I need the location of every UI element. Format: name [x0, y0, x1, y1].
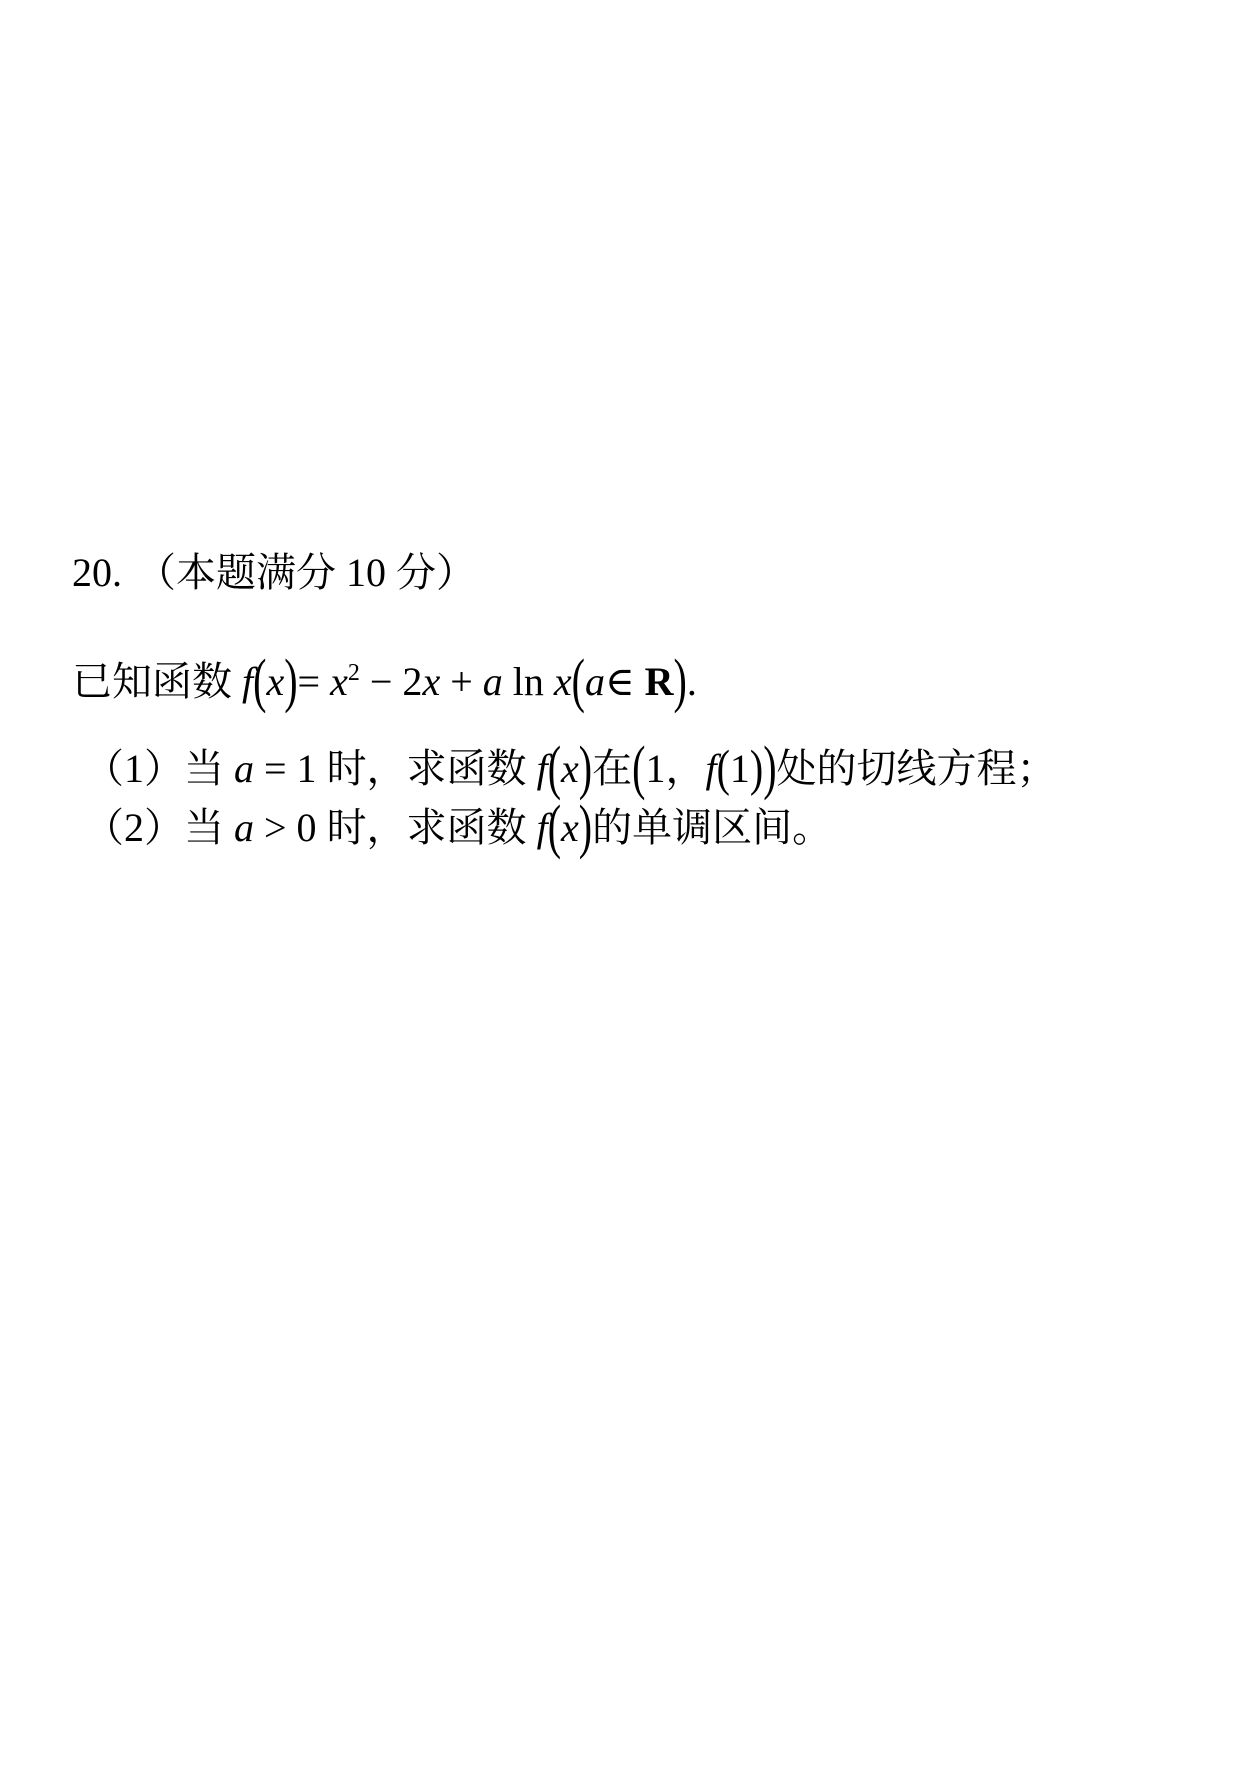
sub-question-1 [84, 733, 1057, 801]
paren-close-icon: ) [749, 739, 764, 797]
set-R-symbol: R [644, 658, 674, 704]
paren-close-icon: ) [673, 646, 687, 714]
exponent-2: 2 [347, 660, 360, 686]
paren-open-icon: ( [547, 733, 562, 801]
var-x: x [561, 805, 579, 850]
paren-close-icon: ) [578, 792, 593, 860]
var-f: f [242, 658, 254, 704]
minus-term: − 2 [359, 658, 423, 704]
paren-close-icon: ) [763, 733, 777, 801]
var-x: x [422, 658, 441, 704]
equals-sign: = [297, 658, 331, 704]
problem-number: 20. [72, 550, 122, 595]
item2-label: （2）当 [84, 805, 234, 850]
point-x-value: 1， [645, 746, 706, 791]
item1-condition: = 1 [254, 746, 327, 791]
var-x: x [561, 746, 579, 791]
problem-header [72, 548, 476, 598]
statement-intro: 已知函数 [72, 658, 242, 704]
var-f: f [536, 746, 548, 791]
sub-question-2 [84, 792, 833, 860]
paren-open-icon: ( [253, 646, 267, 714]
item1-mid-text: 时，求函数 [326, 746, 537, 791]
element-of-symbol: ∈ [604, 658, 645, 704]
var-x: x [266, 658, 285, 704]
var-a: a [234, 805, 254, 850]
paren-open-icon: ( [547, 792, 562, 860]
f-argument: 1 [729, 746, 750, 791]
var-a: a [584, 658, 605, 704]
var-x: x [553, 658, 572, 704]
item2-mid-text: 时，求函数 [326, 805, 537, 850]
paren-open-icon: ( [716, 739, 730, 797]
var-f: f [536, 805, 548, 850]
var-a: a [234, 746, 254, 791]
var-x: x [330, 658, 348, 704]
var-a: a [482, 658, 503, 704]
paren-close-icon: ) [578, 733, 593, 801]
item1-at-text: 在 [592, 746, 633, 791]
item1-label: （1）当 [84, 746, 234, 791]
paren-open-icon: ( [571, 646, 585, 714]
plus-sign: + [440, 658, 483, 704]
problem-statement [72, 646, 697, 714]
item2-condition: > 0 [254, 805, 327, 850]
problem-score-note: （本题满分 10 分） [136, 550, 476, 595]
var-f: f [705, 746, 717, 791]
item1-tail-text: 处的切线方程； [776, 746, 1057, 791]
period: . [686, 658, 697, 704]
paren-close-icon: ) [284, 646, 298, 714]
paren-open-icon: ( [632, 733, 646, 801]
item2-tail-text: 的单调区间。 [592, 805, 833, 850]
ln-operator: ln [502, 658, 554, 704]
